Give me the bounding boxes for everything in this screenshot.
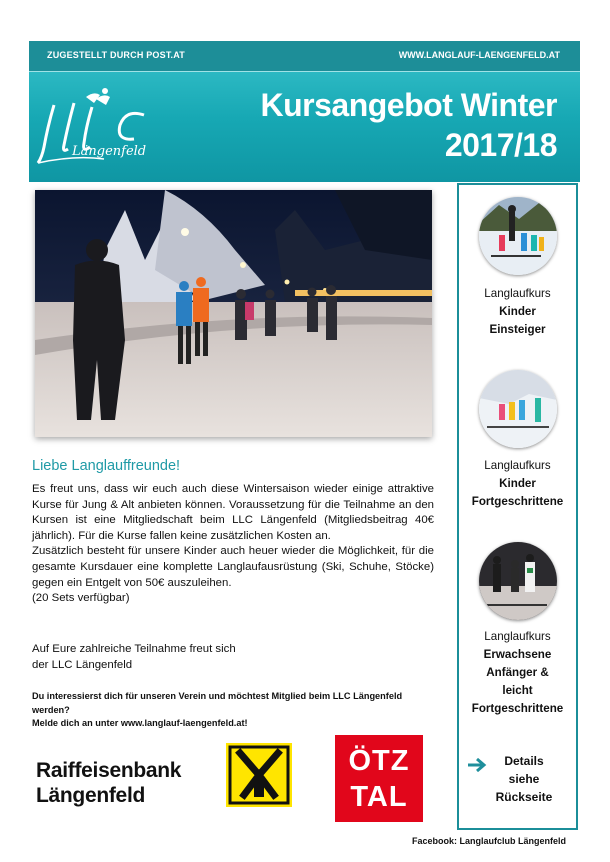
header-banner [29,41,580,182]
details-line-2: siehe [508,772,540,786]
kids-beginner-photo [479,197,557,275]
closing-line-2: der LLC Längenfeld [32,659,133,671]
raiffeisenbank-line-1: Raiffeisenbank [36,759,182,782]
page-title: Kursangebot Winter [260,87,557,123]
logo-script-text: Längenfeld [72,144,147,159]
closing-line-1: Auf Eure zahlreiche Teilnahme freut sich [32,643,236,655]
course-name-level: Fortgeschrittene [471,702,564,715]
course-prefix: Langlaufkurs [484,287,551,300]
delivery-note: ZUGESTELLT DURCH POST.AT [47,50,185,60]
raiffeisen-logo-icon [226,743,292,807]
membership-question: Du interessierst dich für unseren Verein und möchtest Mitglied beim LLC Längenfeld werden? [32,691,403,715]
facebook-link[interactable]: Facebook: Langlaufclub Längenfeld [412,836,567,846]
arrow-right-icon [467,758,489,772]
kids-advanced-photo [479,370,557,448]
intro-text [32,482,434,607]
course-name: Erwachsene [483,648,552,661]
rental-paragraph: Zusätzlich besteht für unsere Kinder auch heuer wieder die Möglichkeit, für die gesamte Kursdauer eine komplette Langlaufausrüstung (Ski, Schuhe, Stöcke) gegen ein Entgelt von 50€ auszuleihen. [32,545,434,589]
course-name-level: leicht [502,684,533,697]
course-prefix: Langlaufkurs [484,630,551,643]
course-name-level: Fortgeschrittene [471,495,564,508]
oetztal-logo-line-2: TAL [350,781,408,813]
raiffeisenbank-name [36,758,181,808]
membership-note [32,690,442,731]
page-title-season: 2017/18 [444,127,557,163]
course-kids-beginner [459,285,576,339]
sets-available-note: (20 Sets verfügbar) [32,592,130,605]
oetztal-logo [335,735,423,822]
closing-text [32,641,236,673]
intro-paragraph: Es freut uns, dass wir euch auch diese Wintersaison wieder einige attraktive Kurse für Jung & Alt anbieten können. Voraussetzung für die Teilnahme an den Kursen ist eine Mitgliedschaft beim LLC Längenfeld (Mitgliedsbeitrag 40€ jährlich). Für die Kurse fallen keine zusätzlichen Kosten an. [32,483,434,542]
course-name-level: Einsteiger [489,323,546,336]
raiffeisenbank-line-2: Längenfeld [36,784,146,807]
details-text [489,752,559,806]
course-name: Kinder [499,305,536,318]
course-name-level: Anfänger & [486,666,549,679]
course-adults [459,628,576,718]
website-link[interactable]: WWW.LANGLAUF-LAENGENFELD.AT [398,50,560,60]
course-sidebar [457,183,578,830]
llc-logo-icon [34,85,164,175]
course-prefix: Langlaufkurs [484,459,551,472]
membership-signup[interactable]: Melde dich an unter www.langlauf-laengenfeld.at! [32,718,248,728]
greeting-heading: Liebe Langlauffreunde! [32,458,181,474]
course-name: Kinder [499,477,536,490]
details-line-1: Details [504,754,544,768]
adults-photo [479,542,557,620]
details-line-3: Rückseite [495,790,553,804]
course-kids-advanced [459,457,576,511]
oetztal-logo-line-1: ÖTZ [348,745,410,777]
night-skiing-photo [35,190,432,437]
